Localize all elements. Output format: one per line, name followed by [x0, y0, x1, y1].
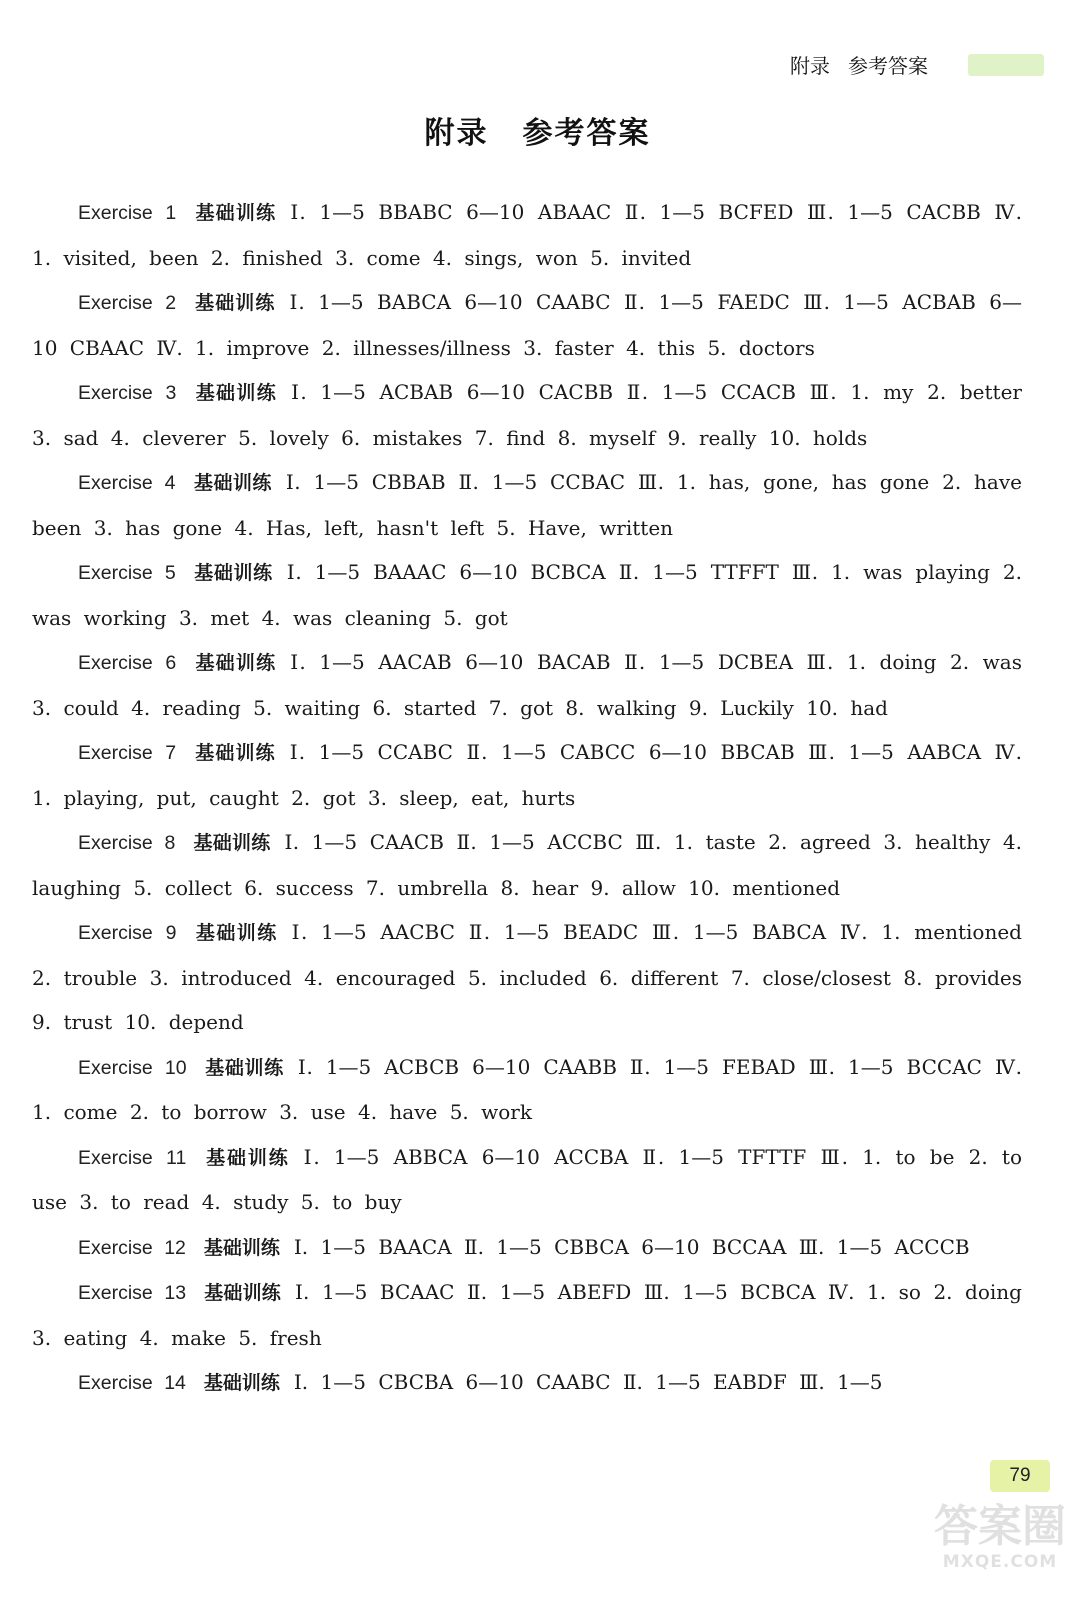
- exercise-entry: [32, 1225, 1022, 1271]
- page-number: 79: [990, 1460, 1050, 1492]
- exercise-tag: 基础训练: [203, 1236, 280, 1259]
- exercise-tag: 基础训练: [204, 1282, 281, 1304]
- exercise-name: Exercise 1: [78, 202, 177, 224]
- exercise-answers: Ⅰ. 1—5 BABCA 6—10 CAABC Ⅱ. 1—5 FAEDC Ⅲ. 1—5 ACBAB 6—10 CBAAC Ⅳ. 1. improve 2. illnesses/illness 3. faster 4. this 5. doctors: [32, 290, 1022, 360]
- exercise-answers: Ⅰ. 1—5 CBCBA 6—10 CAABC Ⅱ. 1—5 EABDF Ⅲ. 1—5: [293, 1370, 883, 1394]
- exercise-entry: [32, 280, 1022, 370]
- header-subtitle: 参考答案: [848, 54, 928, 78]
- exercise-tag: 基础训练: [194, 742, 276, 764]
- exercise-answers: Ⅰ. 1—5 BAACA Ⅱ. 1—5 CBBCA 6—10 BCCAA Ⅲ. 1—5 ACCCB: [293, 1234, 970, 1259]
- exercise-answers: Ⅰ. 1—5 AACAB 6—10 BACAB Ⅱ. 1—5 DCBEA Ⅲ. 1. doing 2. was 3. could 4. reading 5. waiting 6. started 7. got 8. walking 9. Luckily 10. had: [32, 650, 1022, 720]
- exercise-tag: 基础训练: [204, 1146, 290, 1169]
- watermark-url: MXQE.COM: [942, 1552, 1058, 1572]
- exercise-tag: 基础训练: [194, 202, 277, 224]
- page-title: [0, 108, 1075, 152]
- exercise-tag: 基础训练: [193, 562, 273, 584]
- exercise-tag: 基础训练: [194, 292, 276, 314]
- exercise-entry: [32, 1360, 1022, 1406]
- exercise-answers: Ⅰ. 1—5 CAACB Ⅱ. 1—5 ACCBC Ⅲ. 1. taste 2. agreed 3. healthy 4. laughing 5. collect 6. success 7. umbrella 8. hear 9. allow 10. mentioned: [32, 830, 1022, 900]
- exercise-name: Exercise 8: [78, 832, 176, 854]
- exercise-name: Exercise 10: [78, 1056, 187, 1079]
- header-section: 附录: [790, 54, 830, 78]
- exercise-answers: Ⅰ. 1—5 CBBAB Ⅱ. 1—5 CCBAC Ⅲ. 1. has, gone, has gone 2. have been 3. has gone 4. Has, left, hasn't left 5. Have, written: [32, 470, 1022, 540]
- exercise-name: Exercise 5: [78, 562, 176, 584]
- exercise-answers: Ⅰ. 1—5 BBABC 6—10 ABAAC Ⅱ. 1—5 BCFED Ⅲ. 1—5 CACBB Ⅳ. 1. visited, been 2. finished 3. come 4. sings, won 5. invited: [32, 200, 1022, 270]
- exercise-entry: [32, 1135, 1022, 1225]
- exercise-name: Exercise 3: [78, 382, 177, 404]
- running-header: [790, 50, 928, 79]
- exercise-entry: [32, 820, 1022, 910]
- exercise-name: Exercise 11: [78, 1146, 187, 1169]
- exercise-entry: [32, 910, 1022, 1045]
- answer-list: [32, 190, 1022, 1406]
- exercise-tag: 基础训练: [193, 472, 272, 494]
- exercise-tag: 基础训练: [204, 1056, 284, 1079]
- header-tab-decoration: [968, 54, 1044, 76]
- exercise-tag: 基础训练: [194, 922, 278, 944]
- exercise-answers: Ⅰ. 1—5 AACBC Ⅱ. 1—5 BEADC Ⅲ. 1—5 BABCA Ⅳ. 1. mentioned 2. trouble 3. introduced 4. encouraged 5. included 6. different 7. close/closest 8. provides 9. trust 10. depend: [32, 920, 1022, 1034]
- exercise-answers: Ⅰ. 1—5 ACBCB 6—10 CAABB Ⅱ. 1—5 FEBAD Ⅲ. 1—5 BCCAC Ⅳ. 1. come 2. to borrow 3. use 4. have 5. work: [32, 1054, 1022, 1124]
- exercise-name: Exercise 9: [78, 922, 177, 944]
- exercise-tag: 基础训练: [194, 382, 278, 404]
- exercise-tag: 基础训练: [203, 1372, 280, 1394]
- watermark-main: 答案圈: [934, 1501, 1066, 1552]
- exercise-entry: [32, 550, 1022, 640]
- exercise-answers: Ⅰ. 1—5 ACBAB 6—10 CACBB Ⅱ. 1—5 CCACB Ⅲ. 1. my 2. better 3. sad 4. cleverer 5. lovely 6. mistakes 7. find 8. myself 9. really 10. holds: [32, 380, 1022, 450]
- exercise-name: Exercise 4: [78, 472, 176, 494]
- exercise-name: Exercise 7: [78, 742, 177, 764]
- exercise-entry: [32, 370, 1022, 460]
- exercise-answers: Ⅰ. 1—5 CCABC Ⅱ. 1—5 CABCC 6—10 BBCAB Ⅲ. 1—5 AABCA Ⅳ. 1. playing, put, caught 2. got 3. sleep, eat, hurts: [32, 740, 1022, 810]
- exercise-name: Exercise 14: [78, 1372, 186, 1394]
- exercise-answers: Ⅰ. 1—5 BAAAC 6—10 BCBCA Ⅱ. 1—5 TTFFT Ⅲ. 1. was playing 2. was working 3. met 4. was cleaning 5. got: [32, 560, 1022, 630]
- exercise-answers: Ⅰ. 1—5 BCAAC Ⅱ. 1—5 ABEFD Ⅲ. 1—5 BCBCA Ⅳ. 1. so 2. doing 3. eating 4. make 5. fresh: [32, 1280, 1022, 1350]
- exercise-answers: Ⅰ. 1—5 ABBCA 6—10 ACCBA Ⅱ. 1—5 TFTTF Ⅲ. 1. to be 2. to use 3. to read 4. study 5. to buy: [32, 1144, 1022, 1214]
- exercise-tag: 基础训练: [194, 652, 277, 674]
- exercise-name: Exercise 13: [78, 1282, 187, 1304]
- exercise-entry: [32, 640, 1022, 730]
- exercise-entry: [32, 460, 1022, 550]
- exercise-entry: [32, 1270, 1022, 1360]
- watermark-logo: [932, 1502, 1068, 1592]
- title-left: 附录: [424, 116, 489, 151]
- exercise-entry: [32, 730, 1022, 820]
- exercise-tag: 基础训练: [193, 832, 271, 854]
- exercise-entry: [32, 190, 1022, 280]
- exercise-name: Exercise 2: [78, 292, 177, 314]
- exercise-entry: [32, 1045, 1022, 1135]
- exercise-name: Exercise 12: [78, 1236, 186, 1259]
- exercise-name: Exercise 6: [78, 652, 177, 674]
- title-right: 参考答案: [522, 116, 651, 151]
